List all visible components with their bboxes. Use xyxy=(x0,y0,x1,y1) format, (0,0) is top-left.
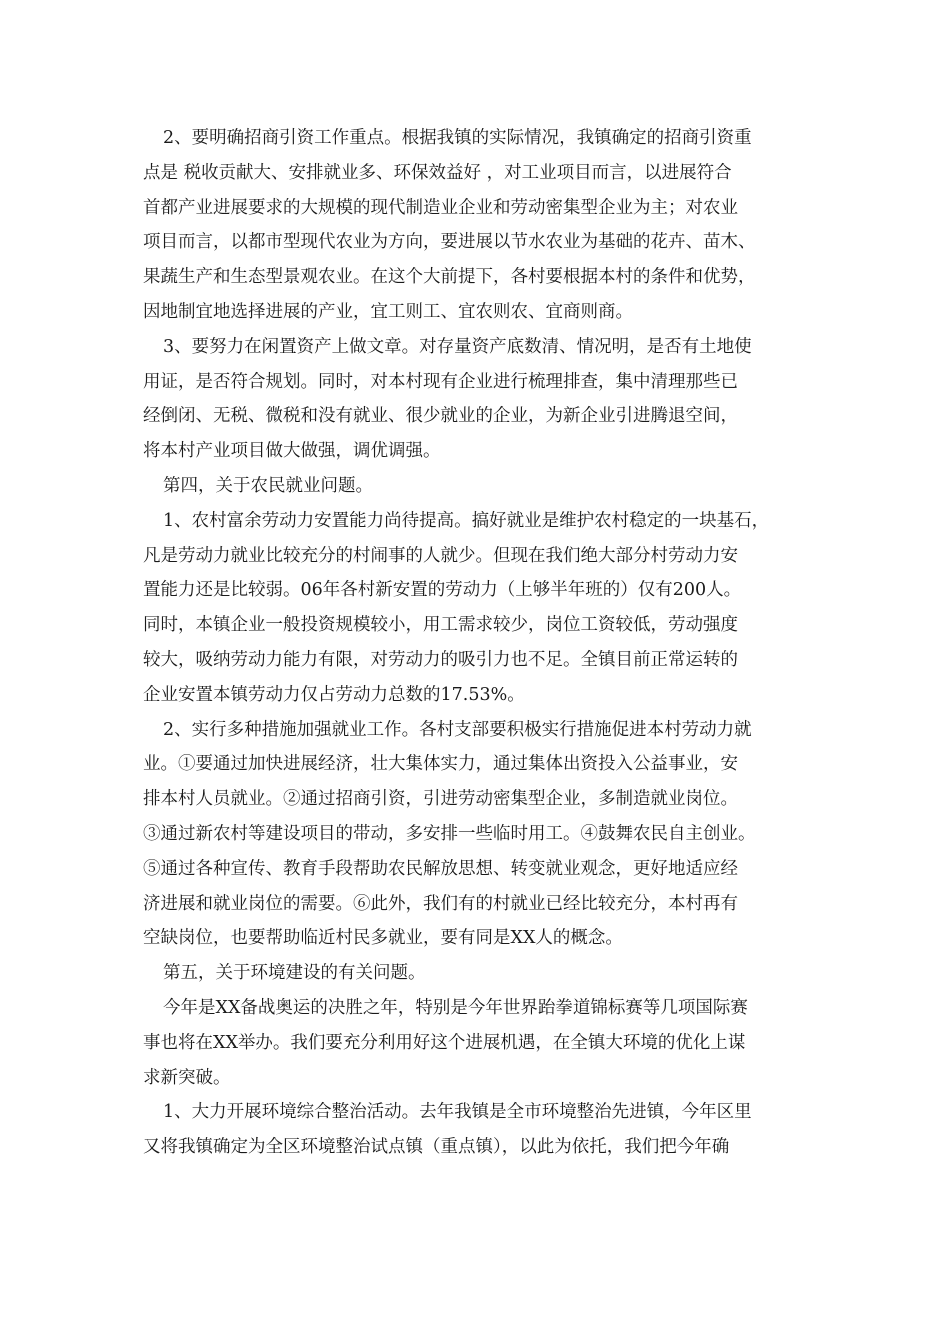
text-line: 果蔬生产和生态型景观农业。在这个大前提下，各村要根据本村的条件和优势， xyxy=(143,267,756,288)
text-line: 点是 税收贡献大、安排就业多、环保效益好 ，对工业项目而言，以进展符合 xyxy=(143,162,732,183)
text-line: 求新突破。 xyxy=(143,1067,231,1088)
text-line: 因地制宜地选择进展的产业，宜工则工、宜农则农、宜商则商。 xyxy=(143,301,633,322)
text-line: 1、农村富余劳动力安置能力尚待提高。搞好就业是维护农村稳定的一块基石， xyxy=(163,510,770,531)
text-line: ⑤通过各种宣传、教育手段帮助农民解放思想、转变就业观念，更好地适应经 xyxy=(143,858,738,879)
text-line: 首都产业进展要求的大规模的现代制造业企业和劳动密集型企业为主；对农业 xyxy=(143,197,738,218)
text-line: 又将我镇确定为全区环境整治试点镇（重点镇），以此为依托，我们把今年确 xyxy=(143,1137,730,1158)
text-line: 用证，是否符合规划。同时，对本村现有企业进行梳理排查，集中清理那些已 xyxy=(143,371,738,392)
text-line: 经倒闭、无税、微税和没有就业、很少就业的企业，为新企业引进腾退空间， xyxy=(143,406,738,427)
text-line: 较大，吸纳劳动力能力有限，对劳动力的吸引力也不足。全镇目前正常运转的 xyxy=(143,649,738,670)
text-line: 第四，关于农民就业问题。 xyxy=(163,475,373,496)
text-line: 将本村产业项目做大做强，调优调强。 xyxy=(143,441,441,462)
text-line: 企业安置本镇劳动力仅占劳动力总数的17.53%。 xyxy=(143,684,525,705)
text-line: 事也将在XX举办。我们要充分利用好这个进展机遇，在全镇大环境的优化上谋 xyxy=(143,1032,746,1053)
document-body xyxy=(143,121,813,1165)
text-line: 业。①要通过加快进展经济，壮大集体实力，通过集体出资投入公益事业，安 xyxy=(143,754,738,775)
text-line: ③通过新农村等建设项目的带动，多安排一些临时用工。④鼓舞农民自主创业。 xyxy=(143,823,756,844)
text-line: 凡是劳动力就业比较充分的村闹事的人就少。但现在我们绝大部分村劳动力安 xyxy=(143,545,738,566)
text-line: 3、要努力在闲置资产上做文章。对存量资产底数清、情况明，是否有土地使 xyxy=(163,336,752,357)
text-line: 1、大力开展环境综合整治活动。去年我镇是全市环境整治先进镇，今年区里 xyxy=(163,1102,752,1123)
text-line: 济进展和就业岗位的需要。⑥此外，我们有的村就业已经比较充分，本村再有 xyxy=(143,893,738,914)
text-line: 空缺岗位，也要帮助临近村民多就业，要有同是XX人的概念。 xyxy=(143,928,623,949)
text-line: 2、要明确招商引资工作重点。根据我镇的实际情况，我镇确定的招商引资重 xyxy=(163,128,752,148)
text-line: 置能力还是比较弱。06年各村新安置的劳动力（上够半年班的）仅有200人。 xyxy=(143,580,742,601)
text-line: 排本村人员就业。②通过招商引资，引进劳动密集型企业，多制造就业岗位。 xyxy=(143,789,738,810)
text-line: 同时，本镇企业一般投资规模较小，用工需求较少，岗位工资较低，劳动强度 xyxy=(143,615,738,636)
text-line: 2、实行多种措施加强就业工作。各村支部要积极实行措施促进本村劳动力就 xyxy=(163,719,752,740)
text-line: 第五，关于环境建设的有关问题。 xyxy=(163,963,426,984)
text-line: 今年是XX备战奥运的决胜之年，特别是今年世界跆拳道锦标赛等几项国际赛 xyxy=(163,997,748,1018)
text-line: 项目而言，以都市型现代农业为方向，要进展以节水农业为基础的花卉、苗木、 xyxy=(143,232,756,253)
